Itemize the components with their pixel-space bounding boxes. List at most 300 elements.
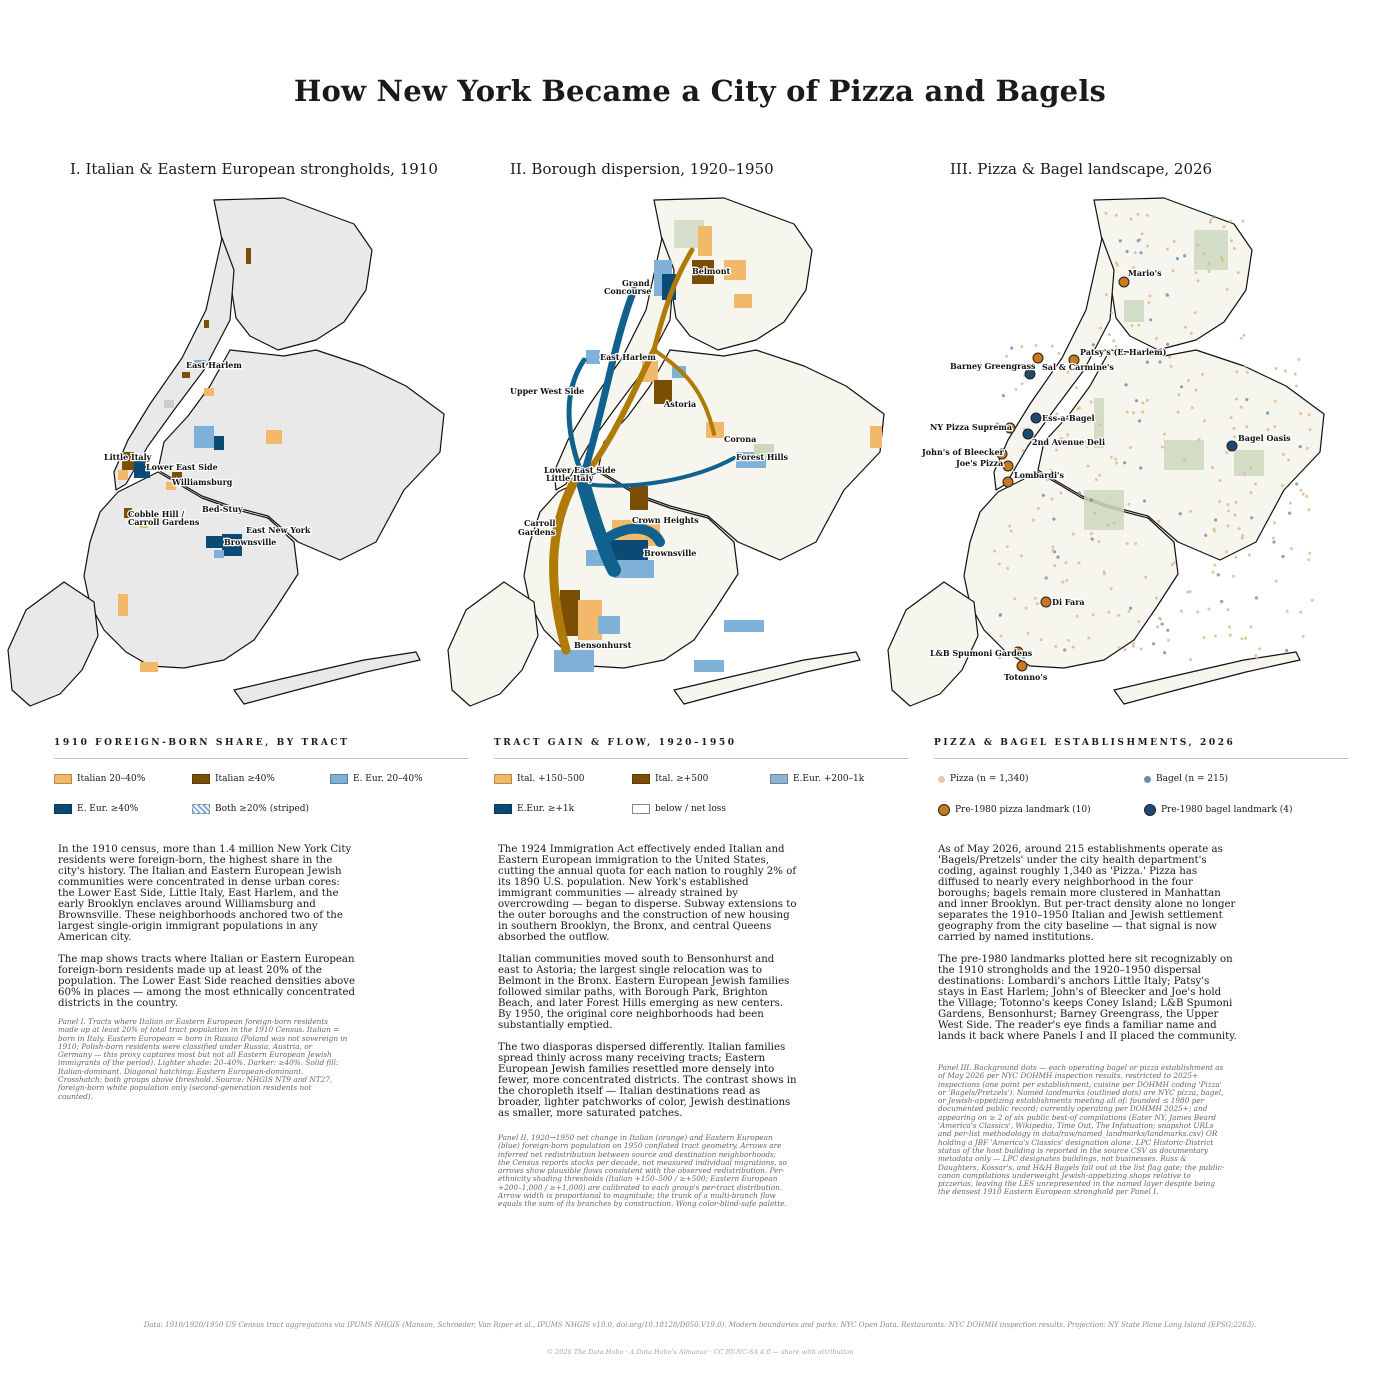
- pizza-establishment-dot: [1155, 337, 1158, 340]
- pizza-establishment-dot: [1110, 587, 1113, 590]
- pizza-establishment-dot: [1092, 613, 1095, 616]
- pizza-establishment-dot: [1027, 632, 1030, 635]
- landmark-pizza-marker: [1119, 277, 1129, 287]
- pizza-establishment-dot: [1134, 542, 1137, 545]
- bagel-establishment-dot: [1123, 461, 1126, 464]
- pizza-establishment-dot: [1230, 239, 1233, 242]
- map-label: Bagel Oasis: [1238, 433, 1291, 443]
- legend-item: Italian 20–40%: [54, 774, 145, 784]
- legend-swatch: [192, 774, 210, 784]
- map-label: Patsy's (E. Harlem): [1080, 347, 1167, 357]
- pizza-establishment-dot: [1131, 324, 1134, 327]
- pizza-establishment-dot: [1156, 625, 1159, 628]
- bagel-establishment-dot: [1295, 482, 1298, 485]
- bagel-establishment-dot: [1255, 596, 1258, 599]
- map-label: Lower East Side: [146, 462, 218, 472]
- bagel-establishment-dot: [1091, 538, 1094, 541]
- bagel-establishment-dot: [1214, 518, 1217, 521]
- pizza-establishment-dot: [1000, 635, 1003, 638]
- map-label: Lower East Side: [544, 465, 616, 475]
- pizza-dot-icon: [938, 776, 945, 783]
- map-label: Ess-a-Bagel: [1042, 413, 1095, 423]
- legend-swatch: [770, 774, 788, 784]
- pizza-establishment-dot: [1095, 478, 1098, 481]
- panel-title: I. Italian & Eastern European strongholds, 1910: [70, 160, 438, 178]
- legend-swatch: [632, 804, 650, 814]
- map-label: Brownsville: [644, 548, 697, 558]
- pizza-establishment-dot: [1146, 214, 1149, 217]
- pizza-establishment-dot: [1025, 607, 1028, 610]
- pizza-establishment-dot: [1207, 608, 1210, 611]
- pizza-establishment-dot: [1233, 435, 1236, 438]
- pizza-establishment-dot: [1190, 332, 1193, 335]
- bagel-establishment-dot: [1204, 534, 1207, 537]
- pizza-establishment-dot: [1148, 295, 1151, 298]
- map-label: East New York: [246, 525, 311, 535]
- pizza-establishment-dot: [1243, 334, 1246, 337]
- bagel-establishment-dot: [1139, 466, 1142, 469]
- pizza-landmark-icon: [938, 804, 950, 816]
- pizza-establishment-dot: [1272, 537, 1275, 540]
- pizza-establishment-dot: [1235, 370, 1238, 373]
- pizza-establishment-dot: [1254, 482, 1257, 485]
- pizza-establishment-dot: [1229, 220, 1232, 223]
- pizza-establishment-dot: [1053, 564, 1056, 567]
- pizza-establishment-dot: [1250, 467, 1253, 470]
- map-label: Mario's: [1128, 268, 1162, 278]
- pizza-establishment-dot: [1241, 537, 1244, 540]
- map-label: Grand: [622, 278, 650, 288]
- pizza-establishment-dot: [1229, 634, 1232, 637]
- pizza-establishment-dot: [1286, 610, 1289, 613]
- paragraph: The two diasporas dispersed differently. Italian families spread thinly across many receiving tracts; Eastern European Jewish families resettled more densely into fewer, more concentrated districts. The contrast shows in the choropleth itself — Italian destinations read as broader, lighter patchworks of color, Jewish destinations as smaller, more saturated patches.: [498, 1042, 797, 1119]
- pizza-establishment-dot: [1087, 465, 1090, 468]
- pizza-establishment-dot: [1194, 389, 1197, 392]
- legend-swatch: [494, 774, 512, 784]
- pizza-establishment-dot: [1010, 530, 1013, 533]
- bagel-establishment-dot: [1090, 498, 1093, 501]
- pizza-establishment-dot: [1189, 658, 1192, 661]
- legend-swatch: [54, 804, 72, 814]
- pizza-establishment-dot: [1275, 367, 1278, 370]
- pizza-establishment-dot: [1228, 625, 1231, 628]
- map-label: Gardens: [518, 527, 556, 537]
- pizza-establishment-dot: [1273, 521, 1276, 524]
- bagel-establishment-dot: [1119, 239, 1122, 242]
- map-label: East Harlem: [186, 360, 242, 370]
- pizza-establishment-dot: [1051, 545, 1054, 548]
- pizza-establishment-dot: [1308, 414, 1311, 417]
- pizza-establishment-dot: [1055, 449, 1058, 452]
- map-label: Little Italy: [104, 452, 152, 462]
- pizza-establishment-dot: [1195, 271, 1198, 274]
- pizza-establishment-dot: [1311, 599, 1314, 602]
- pizza-establishment-dot: [1112, 339, 1115, 342]
- pizza-establishment-dot: [1097, 540, 1100, 543]
- pizza-establishment-dot: [1171, 563, 1174, 566]
- map-label: Concourse: [604, 286, 652, 296]
- map-label: John's of Bleecker: [922, 447, 1004, 457]
- pizza-establishment-dot: [993, 550, 996, 553]
- pizza-establishment-dot: [1227, 510, 1230, 513]
- bagel-establishment-dot: [1250, 516, 1253, 519]
- paragraph: In the 1910 census, more than 1.4 million New York City residents were foreign-born, the highest share in the city's history. The Italian and Eastern European Jewish communities were concentrated in dense urban cores: the Lower East Side, Little Italy, East Harlem, and the early Brooklyn enclaves around Williamsburg and Brownsville. These neighborhoods anchored two of the largest single-origin immigrant populations in any American city.: [58, 844, 352, 943]
- bagel-establishment-dot: [1161, 623, 1164, 626]
- pizza-establishment-dot: [1146, 399, 1149, 402]
- legend-item: Both ≥20% (striped): [192, 804, 309, 814]
- pizza-establishment-dot: [1240, 406, 1243, 409]
- map-label: Little Italy: [546, 473, 594, 483]
- pizza-establishment-dot: [1158, 617, 1161, 620]
- landmark-pizza-marker: [1041, 597, 1051, 607]
- pizza-establishment-dot: [1132, 411, 1135, 414]
- pizza-establishment-dot: [1036, 602, 1039, 605]
- pizza-establishment-dot: [1114, 458, 1117, 461]
- bagel-establishment-dot: [1272, 540, 1275, 543]
- pizza-establishment-dot: [1105, 212, 1108, 215]
- pizza-establishment-dot: [1107, 611, 1110, 614]
- bagel-establishment-dot: [1010, 347, 1013, 350]
- pizza-establishment-dot: [1126, 542, 1129, 545]
- bagel-establishment-dot: [1135, 399, 1138, 402]
- bagel-establishment-dot: [1166, 294, 1169, 297]
- pizza-establishment-dot: [1134, 251, 1137, 254]
- paragraph: As of May 2026, around 215 establishments operate as 'Bagels/Pretzels' under the city health department's coding, against roughly 1,340 as 'Pizza.' Pizza has diffused to nearly every neighborhood in the four boroughs; bagels remain more clustered in Manhattan and inner Brooklyn. But per-tract density alone no longer separates the 1910–1950 Italian and Jewish settlement geography from the city baseline — that signal is now carried by named institutions.: [938, 844, 1236, 943]
- legend-swatch: [494, 804, 512, 814]
- pizza-establishment-dot: [1136, 213, 1139, 216]
- bagel-establishment-dot: [1299, 445, 1302, 448]
- pizza-establishment-dot: [1203, 252, 1206, 255]
- pizza-establishment-dot: [1035, 344, 1038, 347]
- map-dispersion: [494, 190, 934, 730]
- bagel-establishment-dot: [1129, 607, 1132, 610]
- pizza-establishment-dot: [1067, 639, 1070, 642]
- bagel-establishment-dot: [1163, 651, 1166, 654]
- bagel-establishment-dot: [1125, 383, 1128, 386]
- pizza-establishment-dot: [1141, 232, 1144, 235]
- pizza-establishment-dot: [1061, 581, 1064, 584]
- pizza-establishment-dot: [1147, 301, 1150, 304]
- pizza-establishment-dot: [1201, 373, 1204, 376]
- pizza-establishment-dot: [1173, 561, 1176, 564]
- bagel-establishment-dot: [1176, 257, 1179, 260]
- pizza-establishment-dot: [1108, 333, 1111, 336]
- bagel-establishment-dot: [1146, 361, 1149, 364]
- pizza-establishment-dot: [1299, 412, 1302, 415]
- legend-title: 1910 FOREIGN-BORN SHARE, BY TRACT: [54, 738, 468, 759]
- map-label: Carroll: [524, 518, 556, 528]
- pizza-establishment-dot: [1005, 355, 1008, 358]
- pizza-establishment-dot: [1308, 508, 1311, 511]
- pizza-establishment-dot: [1098, 474, 1101, 477]
- pizza-establishment-dot: [1155, 597, 1158, 600]
- pizza-establishment-dot: [1219, 479, 1222, 482]
- pizza-establishment-dot: [1245, 425, 1248, 428]
- pizza-establishment-dot: [1232, 575, 1235, 578]
- pizza-establishment-dot: [1274, 400, 1277, 403]
- pizza-establishment-dot: [1059, 492, 1062, 495]
- map-label: Joe's Pizza: [956, 458, 1004, 468]
- pizza-establishment-dot: [1180, 610, 1183, 613]
- pizza-establishment-dot: [1168, 356, 1171, 359]
- pizza-establishment-dot: [1225, 550, 1228, 553]
- panel-dispersion: [494, 0, 934, 1300]
- pizza-establishment-dot: [1130, 218, 1133, 221]
- pizza-establishment-dot: [1157, 520, 1160, 523]
- bagel-establishment-dot: [1183, 254, 1186, 257]
- pizza-establishment-dot: [1227, 503, 1230, 506]
- pizza-establishment-dot: [1308, 552, 1311, 555]
- pizza-establishment-dot: [1072, 533, 1075, 536]
- pizza-establishment-dot: [998, 562, 1001, 565]
- pizza-establishment-dot: [1115, 462, 1118, 465]
- footer-sources: Data: 1910/1920/1950 US Census tract aggregations via IPUMS NHGIS (Manson, Schroeder, Van Riper et al., IPUMS NHGIS v19.0, doi.org/10.18128/D050.V19.0). Modern boundaries and parks: NYC Open Data. Restaurants: NYC DOHMH inspection results. Projection: NY State Plane Long Island (EPSG:2263).: [143, 1321, 1257, 1329]
- bagel-establishment-dot: [1138, 419, 1141, 422]
- pizza-establishment-dot: [1006, 567, 1009, 570]
- pizza-establishment-dot: [1254, 654, 1257, 657]
- bagel-establishment-dot: [1158, 360, 1161, 363]
- pizza-establishment-dot: [1234, 501, 1237, 504]
- bagel-establishment-dot: [1056, 556, 1059, 559]
- pizza-establishment-dot: [1249, 625, 1252, 628]
- pizza-establishment-dot: [1281, 484, 1284, 487]
- bagel-establishment-dot: [1140, 251, 1143, 254]
- pizza-establishment-dot: [1173, 240, 1176, 243]
- pizza-establishment-dot: [1275, 580, 1278, 583]
- pizza-establishment-dot: [1022, 449, 1025, 452]
- pizza-establishment-dot: [1233, 247, 1236, 250]
- rockaway-shape: [234, 652, 420, 704]
- pizza-establishment-dot: [1221, 258, 1224, 261]
- pizza-establishment-dot: [1191, 406, 1194, 409]
- legend-item: Pizza (n = 1,340): [938, 774, 1029, 784]
- legend-item: Ital. +150–500: [494, 774, 585, 784]
- panel-title: II. Borough dispersion, 1920–1950: [510, 160, 774, 178]
- paragraph: The 1924 Immigration Act effectively ended Italian and Eastern European immigration to the United States, cutting the annual quota for each nation to roughly 2% of its 1890 U.S. population. New York's established immigrant communities — already strained by overcrowding — began to disperse. Subway extensions to the outer boroughs and the construction of new housing in southern Brooklyn, the Bronx, and central Queens absorbed the outflow.: [498, 844, 797, 943]
- pizza-establishment-dot: [1207, 262, 1210, 265]
- pizza-establishment-dot: [1258, 647, 1261, 650]
- pizza-establishment-dot: [1209, 221, 1212, 224]
- pizza-establishment-dot: [1115, 261, 1118, 264]
- pizza-establishment-dot: [1064, 561, 1067, 564]
- pizza-establishment-dot: [1238, 527, 1241, 530]
- pizza-establishment-dot: [1166, 248, 1169, 251]
- pizza-establishment-dot: [1218, 500, 1221, 503]
- pizza-establishment-dot: [1006, 545, 1009, 548]
- pizza-establishment-dot: [1209, 218, 1212, 221]
- pizza-establishment-dot: [1141, 401, 1144, 404]
- pizza-establishment-dot: [1309, 428, 1312, 431]
- pizza-establishment-dot: [1214, 635, 1217, 638]
- pizza-establishment-dot: [1040, 638, 1043, 641]
- pizza-establishment-dot: [1090, 532, 1093, 535]
- landmark-pizza-marker: [1003, 461, 1013, 471]
- pizza-establishment-dot: [1226, 288, 1229, 291]
- pizza-establishment-dot: [1167, 639, 1170, 642]
- pizza-establishment-dot: [1208, 270, 1211, 273]
- pizza-establishment-dot: [1075, 386, 1078, 389]
- bagel-establishment-dot: [1002, 394, 1005, 397]
- pizza-establishment-dot: [1197, 279, 1200, 282]
- pizza-establishment-dot: [1203, 636, 1206, 639]
- map-label: Carroll Gardens: [128, 517, 200, 527]
- bagel-establishment-dot: [1212, 215, 1215, 218]
- pizza-establishment-dot: [1235, 398, 1238, 401]
- page-title: How New York Became a City of Pizza and Bagels: [293, 74, 1107, 108]
- pizza-establishment-dot: [1163, 433, 1166, 436]
- legend-item: Pre-1980 bagel landmark (4): [1144, 804, 1293, 816]
- pizza-establishment-dot: [1115, 214, 1118, 217]
- bagel-dot-icon: [1144, 776, 1151, 783]
- pizza-establishment-dot: [1124, 648, 1127, 651]
- pizza-establishment-dot: [1051, 497, 1054, 500]
- pizza-establishment-dot: [1294, 373, 1297, 376]
- bagel-establishment-dot: [1063, 648, 1066, 651]
- body-text: [498, 844, 798, 1130]
- pizza-establishment-dot: [1284, 370, 1287, 373]
- pizza-establishment-dot: [1146, 245, 1149, 248]
- pizza-establishment-dot: [1273, 425, 1276, 428]
- pizza-establishment-dot: [1110, 311, 1113, 314]
- pizza-establishment-dot: [1234, 514, 1237, 517]
- pizza-establishment-dot: [1140, 647, 1143, 650]
- panel-notes: Panel I. Tracts where Italian or Eastern European foreign-born residents made up at least 20% of total tract population in the 1910 Census. Italian = born in Italy. Eastern European = born in Russia (Poland was not sovereign in 1910; Polish-born residents were classified under Russia, Austria, or Germany — this proxy captures most but not all Eastern European Jewish immigrants of the period). Lighter shade: 20–40%. Darker: ≥40%. Solid fill: Italian-dominant. Diagonal hatching: Eastern European-dominant. Crosshatch: both groups above threshold. Source: NHGIS NT9 and NT27, foreign-born white population only (second-generation residents not counted).: [58, 1017, 348, 1101]
- pizza-establishment-dot: [1137, 620, 1140, 623]
- pizza-establishment-dot: [1144, 576, 1147, 579]
- map-label: Lombardi's: [1014, 470, 1065, 480]
- pizza-establishment-dot: [1237, 271, 1240, 274]
- legend-swatch: [54, 774, 72, 784]
- pizza-establishment-dot: [1249, 491, 1252, 494]
- map-label: Belmont: [692, 266, 731, 276]
- legend-item: Pre-1980 pizza landmark (10): [938, 804, 1091, 816]
- legend-title: PIZZA & BAGEL ESTABLISHMENTS, 2026: [934, 738, 1348, 759]
- pizza-establishment-dot: [1196, 244, 1199, 247]
- staten-island-shape: [8, 582, 98, 706]
- bagel-establishment-dot: [1266, 411, 1269, 414]
- map-label: East Harlem: [600, 352, 656, 362]
- map-label: Crown Heights: [632, 515, 699, 525]
- legend-swatch: [632, 774, 650, 784]
- pizza-establishment-dot: [1211, 571, 1214, 574]
- pizza-establishment-dot: [1117, 614, 1120, 617]
- pizza-establishment-dot: [1233, 427, 1236, 430]
- legend-item: below / net loss: [632, 804, 726, 814]
- bagel-establishment-dot: [1166, 629, 1169, 632]
- bagel-establishment-dot: [1143, 499, 1146, 502]
- pizza-establishment-dot: [1170, 365, 1173, 368]
- bronx-shape: [214, 198, 372, 350]
- pizza-establishment-dot: [1305, 495, 1308, 498]
- pizza-establishment-dot: [1118, 646, 1121, 649]
- pizza-establishment-dot: [1240, 637, 1243, 640]
- pizza-establishment-dot: [1110, 456, 1113, 459]
- pizza-establishment-dot: [1244, 637, 1247, 640]
- map-label: Brownsville: [224, 537, 277, 547]
- pizza-establishment-dot: [1246, 371, 1249, 374]
- body-text: [938, 844, 1238, 1053]
- map-label: 2nd Avenue Deli: [1032, 437, 1105, 447]
- pizza-establishment-dot: [1132, 645, 1135, 648]
- pizza-establishment-dot: [1076, 615, 1079, 618]
- map-label: Sal & Carmine's: [1042, 362, 1114, 372]
- pizza-establishment-dot: [1099, 327, 1102, 330]
- pizza-establishment-dot: [1287, 459, 1290, 462]
- bagel-establishment-dot: [1052, 518, 1055, 521]
- bagel-establishment-dot: [1045, 576, 1048, 579]
- pizza-establishment-dot: [1189, 510, 1192, 513]
- map-label: Astoria: [664, 399, 697, 409]
- pizza-establishment-dot: [1243, 472, 1246, 475]
- pizza-establishment-dot: [1240, 337, 1243, 340]
- pizza-establishment-dot: [1256, 657, 1259, 660]
- pizza-establishment-dot: [1172, 269, 1175, 272]
- bagel-establishment-dot: [999, 614, 1002, 617]
- bronx-shape: [1094, 198, 1252, 350]
- legend-title: TRACT GAIN & FLOW, 1920–1950: [494, 738, 908, 759]
- footer-credit: © 2026 The Data Hobo · A Data Hobo's Almanac · CC BY-NC-SA 4.0 — share with attribution: [546, 1348, 854, 1356]
- pizza-establishment-dot: [1213, 528, 1216, 531]
- pizza-establishment-dot: [1141, 410, 1144, 413]
- landmark-bagel-marker: [1227, 441, 1237, 451]
- bagel-establishment-dot: [1042, 494, 1045, 497]
- pizza-establishment-dot: [1211, 466, 1214, 469]
- map-2026: [922, 190, 1374, 730]
- paragraph: The pre-1980 landmarks plotted here sit recognizably on the 1910 strongholds and the 1920–1950 dispersal destinations: Lombardi's anchors Little Italy; Patsy's stays in East Harlem; John's of Bleecker and Joe's hold the Village; Totonno's keeps Coney Island; L&B Spumoni Gardens, Bensonhurst; Barney Greengrass, the Upper West Side. The reader's eye finds a familiar name and lands it back where Panels I and II placed the community.: [938, 954, 1237, 1042]
- pizza-establishment-dot: [1032, 519, 1035, 522]
- map-label: Di Fara: [1052, 597, 1085, 607]
- pizza-establishment-dot: [1203, 419, 1206, 422]
- pizza-establishment-dot: [1013, 597, 1016, 600]
- pizza-establishment-dot: [1299, 611, 1302, 614]
- map-label: Williamsburg: [172, 477, 233, 487]
- pizza-establishment-dot: [1020, 345, 1023, 348]
- pizza-establishment-dot: [1198, 438, 1201, 441]
- legend-swatch: [192, 804, 210, 814]
- pizza-establishment-dot: [1266, 428, 1269, 431]
- bagel-establishment-dot: [1245, 398, 1248, 401]
- bagel-establishment-dot: [1220, 600, 1223, 603]
- pizza-establishment-dot: [1225, 451, 1228, 454]
- pizza-establishment-dot: [1302, 493, 1305, 496]
- pizza-establishment-dot: [1289, 502, 1292, 505]
- pizza-establishment-dot: [1306, 447, 1309, 450]
- map-label: NY Pizza Suprema: [930, 422, 1013, 432]
- pizza-establishment-dot: [1132, 642, 1135, 645]
- pizza-establishment-dot: [1078, 406, 1081, 409]
- pizza-establishment-dot: [1183, 459, 1186, 462]
- panel-notes: Panel III. Background dots — each operating bagel or pizza establishment as of May 2026 per NYC DOHMH inspection results, restricted to 2025+ inspections (one point per establishment, cuisine per DOHMH coding 'Pizza' or 'Bagels/Pretzels'). Named landmarks (outlined dots) are NYC pizza, bagel, or Jewish-appetizing establishments meeting all of: founded ≤ 1980 per documented public record; currently operating per DOHMH 2025+; and appearing on ≥ 2 of six public best-of compilations (Eater NY, James Beard 'America's Classics', Wikipedia, Time Out, The Infatuation; snapshot URLs and per-list methodology in data/raw/named_landmarks/landmarks.csv) OR holding a JBF 'America's Classics' designation alone. LPC Historic-District status of the host building is reported in the source CSV as documentary metadata only — LPC designates buildings, not businesses. Russ & Daughters, Kossar's, and H&H Bagels fall out at the list flag gate; the public-canon compilations underweight Jewish-appetizing shops relative to pizzerias, leaving the LES unrepresented in the named layer despite being the densest 1910 Eastern European stronghold per Panel I.: [938, 1063, 1225, 1197]
- pizza-establishment-dot: [1065, 579, 1068, 582]
- bagel-establishment-dot: [1166, 343, 1169, 346]
- pizza-establishment-dot: [1178, 393, 1181, 396]
- pizza-establishment-dot: [1300, 489, 1303, 492]
- landmark-pizza-marker: [1003, 477, 1013, 487]
- map-label: Barney Greengrass: [950, 361, 1036, 371]
- pizza-establishment-dot: [1196, 611, 1199, 614]
- panel-title: III. Pizza & Bagel landscape, 2026: [950, 160, 1213, 178]
- pizza-establishment-dot: [1021, 382, 1024, 385]
- pizza-establishment-dot: [1072, 646, 1075, 649]
- bagel-establishment-dot: [1092, 343, 1095, 346]
- pizza-establishment-dot: [1008, 525, 1011, 528]
- map-label: L&B Spumoni Gardens: [930, 648, 1033, 658]
- rockaway-shape: [1114, 652, 1300, 704]
- panel-1910: [54, 0, 494, 1300]
- legend-item: Italian ≥40%: [192, 774, 275, 784]
- pizza-establishment-dot: [1194, 311, 1197, 314]
- pizza-establishment-dot: [1137, 324, 1140, 327]
